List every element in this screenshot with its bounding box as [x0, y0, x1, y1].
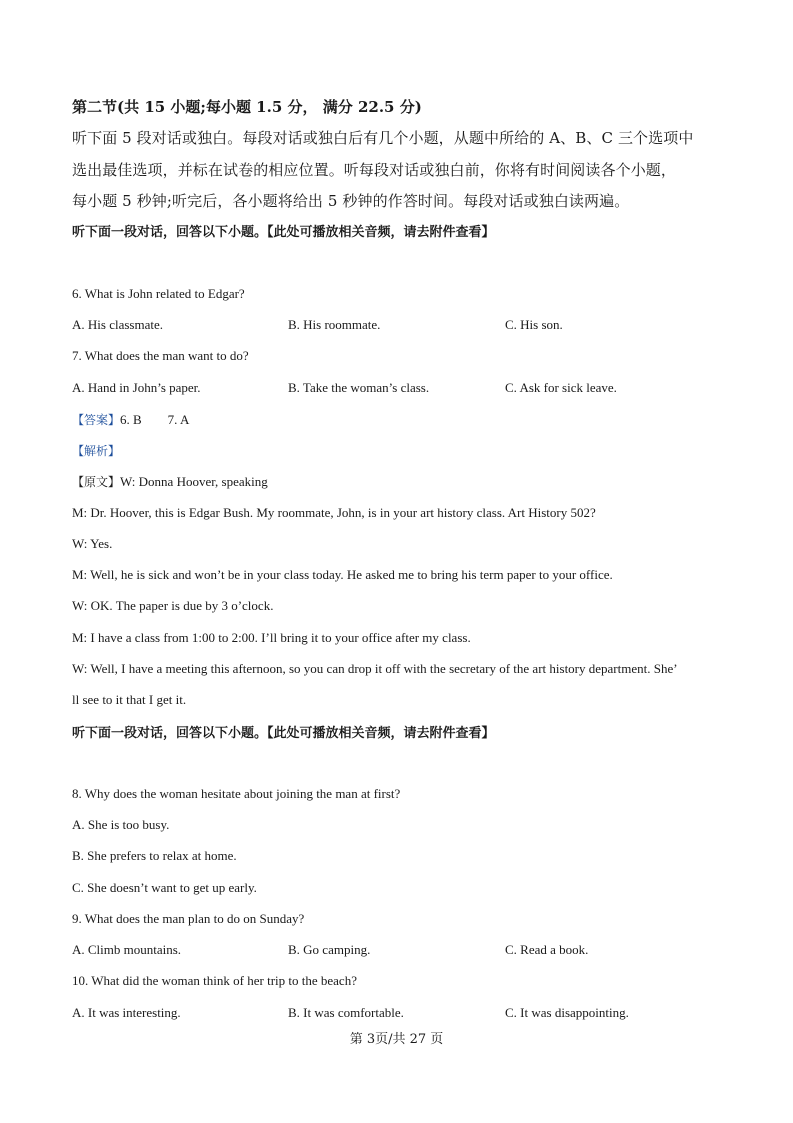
q8-option-a: A. She is too busy. [72, 817, 170, 832]
transcript-line: M: Dr. Hoover, this is Edgar Bush. My roommate, John, is in your art history class. Art History 502? [72, 505, 596, 520]
transcript-line: W: Donna Hoover, speaking [120, 474, 268, 489]
question-10: 10. What did the woman think of her trip to the beach? [72, 973, 357, 988]
instructions-line-2: 选出最佳选项，并标在试卷的相应位置。听每段对话或独白前，你将有时间阅读各个小题， [72, 161, 677, 179]
q8-option-c: C. She doesn’t want to get up early. [72, 880, 257, 895]
section-title: 第二节(共 15 小题;每小题 1.5 分， 满分 22.5 分) [72, 98, 422, 116]
q8-option-b: B. She prefers to relax at home. [72, 848, 237, 863]
q7-option-c: C. Ask for sick leave. [505, 380, 617, 395]
answer-label: 【答案】 [72, 413, 121, 427]
q10-option-a: A. It was interesting. [72, 1005, 181, 1020]
q7-option-b: B. Take the woman’s class. [288, 380, 430, 395]
transcript-line: W: Yes. [72, 536, 113, 551]
instructions-line-1: 听下面 5 段对话或独白。每段对话或独白后有几个小题，从题中所给的 A、B、C 三个选项中 [72, 129, 694, 147]
analysis-label: 【解析】 [72, 444, 121, 458]
transcript-line: W: OK. The paper is due by 3 o’clock. [72, 598, 274, 613]
answer-text: 6. B 7. A [120, 412, 190, 427]
transcript-line: M: I have a class from 1:00 to 2:00. I’ll bring it to your office after my class. [72, 630, 471, 645]
q10-option-b: B. It was comfortable. [288, 1005, 404, 1020]
instructions-line-3: 每小题 5 秒钟;听完后，各小题将给出 5 秒钟的作答时间。每段对话或独白读两遍。 [72, 192, 630, 210]
question-7: 7. What does the man want to do? [72, 348, 249, 363]
question-9: 9. What does the man plan to do on Sunday? [72, 911, 305, 926]
q9-option-b: B. Go camping. [288, 942, 371, 957]
audio-note: 听下面一段对话，回答以下小题。【此处可播放相关音频，请去附件查看】 [72, 726, 495, 741]
q9-option-c: C. Read a book. [505, 942, 589, 957]
analysis-row [72, 442, 120, 459]
audio-note: 听下面一段对话，回答以下小题。【此处可播放相关音频，请去附件查看】 [72, 225, 495, 240]
transcript-line: W: Well, I have a meeting this afternoon, so you can drop it off with the secretary of the art history department. She’ [72, 661, 678, 676]
q9-option-a: A. Climb mountains. [72, 942, 182, 957]
answer-row [72, 411, 189, 428]
question-6: 6. What is John related to Edgar? [72, 286, 245, 301]
q7-option-a: A. Hand in John’s paper. [72, 380, 201, 395]
q6-option-b: B. His roommate. [288, 317, 381, 332]
transcript-line: M: Well, he is sick and won’t be in your class today. He asked me to bring his term paper to your office. [72, 567, 613, 582]
transcript-line: ll see to it that I get it. [72, 692, 187, 707]
page-footer: 第 3页/共 27 页 [349, 1032, 444, 1047]
q6-option-a: A. His classmate. [72, 317, 163, 332]
question-8: 8. Why does the woman hesitate about joining the man at first? [72, 786, 401, 801]
q10-option-c: C. It was disappointing. [505, 1005, 629, 1020]
q6-option-c: C. His son. [505, 317, 563, 332]
transcript-label: 【原文】 [72, 475, 121, 489]
transcript-first-row [72, 473, 268, 490]
